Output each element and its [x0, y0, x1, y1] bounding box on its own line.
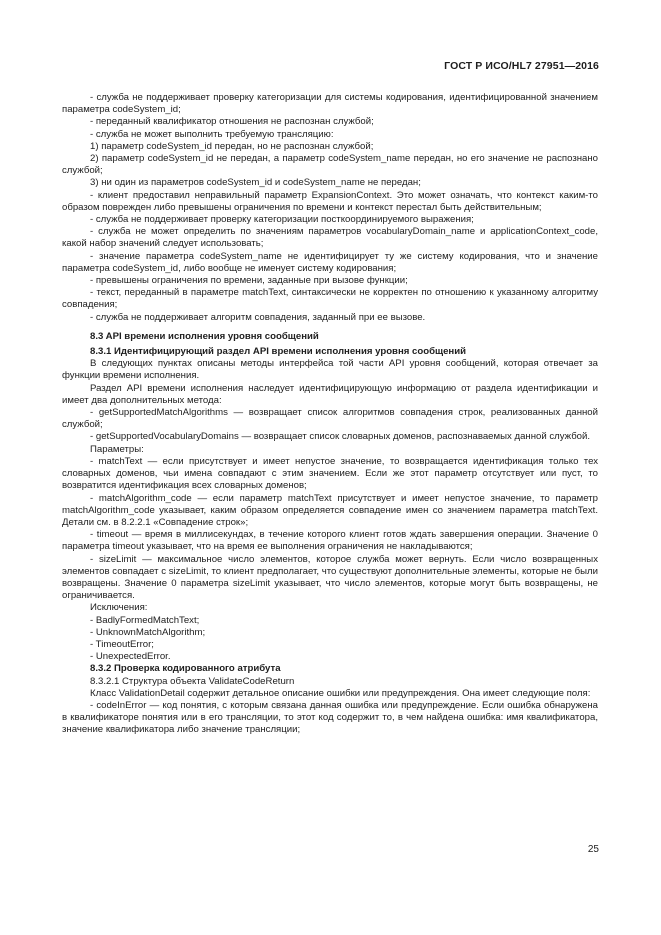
paragraph: В следующих пунктах описаны методы интерфейса той части API уровня сообщений, которая отвечает за функции времени исполнения. — [62, 358, 598, 382]
section-heading-8-3: 8.3 API времени исполнения уровня сообщений — [90, 330, 319, 342]
section-heading-8-3-1: 8.3.1 Идентифицирующий раздел API времени исполнения уровня сообщений — [90, 346, 467, 358]
list-item: 1) параметр codeSystem_id передан, но не распознан службой; — [90, 140, 374, 152]
list-item: - getSupportedMatchAlgorithms — возвращает список алгоритмов совпадения строк, реализованных данной службой; — [62, 407, 598, 431]
list-item: 2) параметр codeSystem_id не передан, а параметр codeSystem_name передан, но его значение не распознано службой; — [62, 153, 598, 177]
list-item: - текст, переданный в параметре matchText, синтаксически не корректен по отношению к указанному алгоритму совпадения; — [62, 287, 598, 311]
list-item: - BadlyFormedMatchText; — [90, 614, 200, 626]
list-item: - UnexpectedError. — [90, 651, 171, 663]
paragraph: Раздел API времени исполнения наследует идентифицирующую информацию от раздела идентификации и имеет два дополнительных метода: — [62, 382, 598, 406]
list-item: - служба не поддерживает проверку категоризации посткоординируемого выражения; — [90, 214, 474, 226]
list-item: 3) ни один из параметров codeSystem_id и codeSystem_name не передан; — [90, 177, 421, 189]
list-item: - matchAlgorithm_code — если параметр matchText присутствует и имеет непустое значение, то параметр matchAlgorithm_code указывает, каким образом определяется совпадение имен со значением параметра matchText. Детали см. в 8.2.2.1 «Совпадение строк»; — [62, 492, 598, 528]
list-item: - UnknownMatchAlgorithm; — [90, 626, 206, 638]
paragraph: Параметры: — [90, 443, 144, 455]
list-item: - клиент предоставил неправильный параметр ExpansionContext. Это может означать, что контекст каким-то образом поврежден либо превышены ограничения по времени и контекст перестал быть действительным; — [62, 189, 598, 213]
list-item: - служба не поддерживает алгоритм совпадения, заданный при ее вызове. — [90, 311, 426, 323]
list-item: - sizeLimit — максимальное число элементов, которое служба может вернуть. Если число возвращенных элементов совпадает с sizeLimit, то клиент предполагает, что существуют дополнительные элементы, которые не были возвращены. Значение 0 параметра sizeLimit указывает, что число элементов, которые могут быть возвращены, не ограничивается. — [62, 553, 598, 602]
list-item: - getSupportedVocabularyDomains — возвращает список словарных доменов, распознаваемых данной службой. — [90, 431, 591, 443]
paragraph: Класс ValidationDetail содержит детальное описание ошибки или предупреждения. Она имеет следующие поля: — [90, 687, 591, 699]
list-item: - превышены ограничения по времени, заданные при вызове функции; — [90, 275, 408, 287]
list-item: - TimeoutError; — [90, 638, 154, 650]
list-item: - matchText — если присутствует и имеет непустое значение, то возвращается идентификация только тех словарных доменов, чьи имена совпадают с этим значением. Если же этот параметр отсутствует или пуст, то возвратится идентификация всех словарных доменов; — [62, 455, 598, 492]
section-heading-8-3-2: 8.3.2 Проверка кодированного атрибута — [90, 663, 281, 675]
list-item: - значение параметра codeSystem_name не идентифицирует ту же систему кодирования, что и значение параметра codeSystem_id, либо вообще не именует систему кодирования; — [62, 250, 598, 274]
standard-header: ГОСТ Р ИСО/HL7 27951—2016 — [444, 60, 599, 72]
list-item: - переданный квалификатор отношения не распознан службой; — [90, 116, 374, 128]
list-item: - codeInError — код понятия, с которым связана данная ошибка или предупреждение. Если ошибка обнаружена в квалификаторе понятия или в его трансляции, то этот код содержит то, в чем найдена ошибка: имя квалификатора, значение квалификатора либо значение трансляции; — [62, 699, 598, 736]
list-item: - служба не поддерживает проверку категоризации для системы кодирования, идентифицированной значением параметра codeSystem_id; — [62, 92, 598, 116]
list-item: - служба не может выполнить требуемую трансляцию: — [90, 128, 334, 140]
document-body — [62, 92, 598, 737]
list-item: - timeout — время в миллисекундах, в течение которого клиент готов ждать завершения операции. Значение 0 параметра timeout указывает, что на время ее выполнения ограничения не накладываются; — [62, 529, 598, 553]
page-number: 25 — [587, 844, 599, 855]
paragraph: Исключения: — [90, 602, 148, 614]
list-item: - служба не может определить по значениям параметров vocabularyDomain_name и applicationContext_code, какой набор значений следует использовать; — [62, 226, 598, 250]
subsection-heading-8-3-2-1: 8.3.2.1 Структура объекта ValidateCodeReturn — [90, 675, 295, 687]
